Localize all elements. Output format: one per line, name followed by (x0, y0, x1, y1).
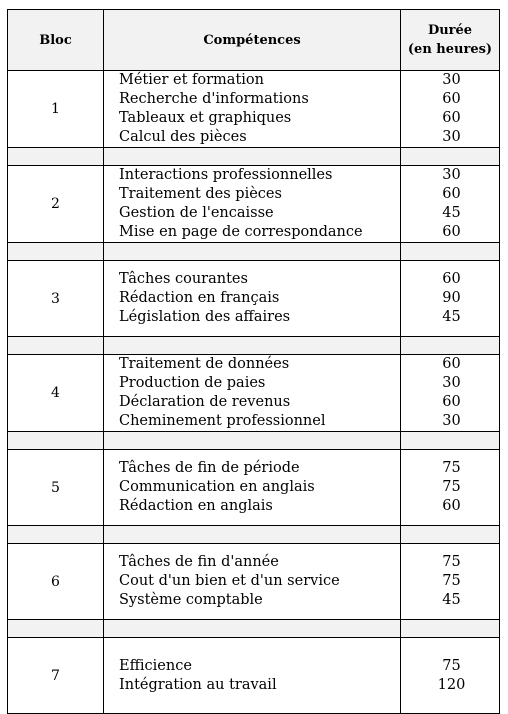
header-duree (401, 10, 500, 71)
bloc-row (8, 355, 500, 432)
duree-value: 75 (442, 657, 461, 674)
header-duree-label: Durée (427, 23, 473, 38)
duree-cell (401, 166, 500, 243)
duree-value: 60 (442, 91, 461, 107)
separator-cell (104, 148, 401, 166)
duree-value: 30 (442, 129, 461, 145)
duree-cell (401, 450, 500, 526)
competence-item: Gestion de l'encaisse (119, 205, 274, 221)
separator-cell (104, 432, 401, 450)
separator-cell (8, 337, 104, 355)
bloc-number: 2 (8, 166, 104, 243)
competence-item: Interactions professionnelles (119, 167, 333, 183)
separator-row (8, 243, 500, 261)
competence-item: Tâches de fin de période (119, 460, 300, 476)
bloc-row (8, 261, 500, 337)
competence-item: Traitement des pièces (119, 186, 282, 202)
duree-value: 90 (442, 290, 461, 306)
header-bloc (8, 10, 104, 71)
competence-item: Mise en page de correspondance (119, 224, 363, 240)
competence-item: Calcul des pièces (119, 129, 247, 145)
separator-cell (8, 148, 104, 166)
separator-cell (401, 526, 500, 544)
competence-item: Intégration au travail (119, 676, 277, 693)
separator-cell (8, 243, 104, 261)
duree-cell (401, 544, 500, 620)
competence-item: Production de paies (119, 375, 266, 391)
duree-value: 60 (442, 394, 461, 410)
separator-cell (8, 432, 104, 450)
competence-item: Recherche d'informations (119, 91, 309, 107)
duree-cell (401, 638, 500, 714)
duree-value: 60 (442, 110, 461, 126)
competences-cell (104, 638, 401, 714)
duree-value: 120 (437, 676, 466, 693)
duree-value: 75 (442, 573, 461, 589)
separator-cell (401, 337, 500, 355)
duree-value: 60 (442, 271, 461, 287)
separator-cell (104, 526, 401, 544)
duree-value: 30 (442, 375, 461, 391)
curriculum-table-container (7, 9, 499, 714)
competences-cell (104, 71, 401, 148)
separator-cell (8, 526, 104, 544)
separator-row (8, 148, 500, 166)
competence-item: Tableaux et graphiques (119, 110, 292, 126)
curriculum-table (7, 9, 500, 714)
header-competences-label: Compétences (203, 32, 301, 48)
competence-item: Communication en anglais (119, 479, 315, 495)
header-duree-unit: (en heures) (407, 42, 493, 57)
duree-cell (401, 261, 500, 337)
competence-item: Rédaction en français (119, 290, 280, 306)
competence-item: Système comptable (119, 592, 263, 608)
competence-item: Cheminement professionnel (119, 413, 326, 429)
separator-row (8, 526, 500, 544)
separator-cell (401, 243, 500, 261)
competence-item: Traitement de données (119, 356, 290, 372)
competence-item: Efficience (119, 657, 192, 674)
competence-item: Cout d'un bien et d'un service (119, 573, 340, 589)
competence-item: Tâches courantes (119, 271, 248, 287)
table-body (8, 71, 500, 714)
duree-value: 75 (442, 460, 461, 476)
competence-item: Métier et formation (119, 72, 264, 88)
competence-item: Tâches de fin d'année (119, 554, 279, 570)
bloc-number: 1 (8, 71, 104, 148)
header-bloc-label: Bloc (39, 32, 72, 48)
duree-value: 60 (442, 224, 461, 240)
header-competences (104, 10, 401, 71)
competence-item: Législation des affaires (119, 309, 291, 325)
competences-cell (104, 261, 401, 337)
duree-value: 60 (442, 498, 461, 514)
duree-value: 45 (442, 205, 461, 221)
bloc-number: 4 (8, 355, 104, 432)
separator-row (8, 432, 500, 450)
header-row (8, 10, 500, 71)
competence-item: Rédaction en anglais (119, 498, 273, 514)
duree-value: 60 (442, 356, 461, 372)
duree-value: 45 (442, 309, 461, 325)
separator-cell (401, 148, 500, 166)
bloc-number: 7 (8, 638, 104, 714)
bloc-number: 6 (8, 544, 104, 620)
bloc-number: 5 (8, 450, 104, 526)
duree-cell (401, 355, 500, 432)
separator-cell (104, 337, 401, 355)
bloc-row (8, 166, 500, 243)
competences-cell (104, 166, 401, 243)
duree-value: 75 (442, 479, 461, 495)
duree-value: 45 (442, 592, 461, 608)
competence-item: Déclaration de revenus (119, 394, 291, 410)
competences-cell (104, 355, 401, 432)
separator-cell (104, 243, 401, 261)
duree-cell (401, 71, 500, 148)
duree-value: 75 (442, 554, 461, 570)
bloc-number: 3 (8, 261, 104, 337)
duree-value: 30 (442, 167, 461, 183)
competences-cell (104, 544, 401, 620)
duree-value: 60 (442, 186, 461, 202)
duree-value: 30 (442, 72, 461, 88)
duree-value: 30 (442, 413, 461, 429)
separator-cell (401, 432, 500, 450)
separator-row (8, 337, 500, 355)
competences-cell (104, 450, 401, 526)
bloc-row (8, 71, 500, 148)
table-header (8, 10, 500, 71)
bloc-row (8, 450, 500, 526)
bloc-row (8, 544, 500, 620)
bloc-row (8, 638, 500, 714)
